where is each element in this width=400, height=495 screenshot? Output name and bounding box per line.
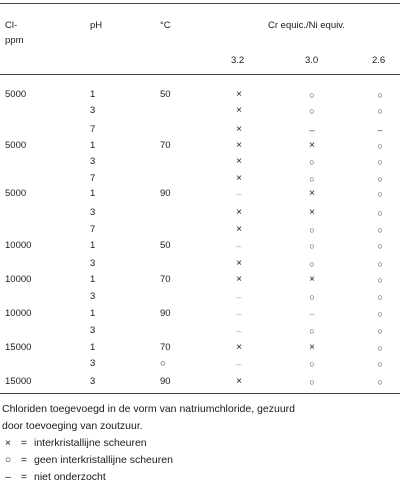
circle-icon: ○ [309, 90, 315, 100]
cross-icon: × [236, 224, 242, 235]
cell-chloride-ppm: 5000 [5, 140, 27, 151]
cell-temperature: 90 [160, 188, 171, 199]
circle-icon: ○ [309, 106, 315, 116]
circle-icon: ○ [309, 241, 315, 251]
circle-icon: ○ [377, 90, 383, 100]
cross-icon: × [309, 207, 315, 218]
cross-icon: × [236, 105, 242, 116]
cell-ph: 1 [90, 188, 96, 199]
footnote-line-2: door toevoeging van zoutzuur. [2, 420, 143, 432]
cell-ph: 7 [90, 173, 96, 184]
circle-icon: ○ [377, 174, 383, 184]
circle-icon: ○ [309, 377, 315, 387]
legend-row-no-cracks [2, 453, 173, 468]
cross-icon: × [236, 342, 242, 353]
cell-ph: 1 [90, 89, 96, 100]
header-cl: Cl- [5, 20, 18, 31]
cross-icon: × [236, 274, 242, 285]
circle-icon: ○ [377, 106, 383, 116]
legend-text: geen interkristallijne scheuren [34, 454, 173, 466]
header-cr-ni-ratio: Cr equic./Ni equiv. [268, 20, 345, 31]
dash-icon: – [236, 292, 242, 302]
circle-icon: ○ [377, 377, 383, 387]
dash-icon: – [309, 309, 315, 319]
legend-equals: = [20, 454, 28, 466]
cross-icon: × [236, 258, 242, 269]
header-ratio-3-0: 3.0 [305, 55, 319, 66]
cross-icon: × [236, 207, 242, 218]
dash-icon: – [5, 471, 11, 483]
cell-ph: 3 [90, 207, 96, 218]
cross-icon: × [236, 173, 242, 184]
cross-icon: × [309, 188, 315, 199]
circle-icon: ○ [377, 141, 383, 151]
circle-icon: ○ [309, 157, 315, 167]
circle-icon: ○ [4, 454, 12, 466]
cell-ph: 1 [90, 342, 96, 353]
header-ratio-2-6: 2.6 [372, 55, 386, 66]
header-ratio-3-2: 3.2 [231, 55, 245, 66]
circle-icon: ○ [377, 208, 383, 218]
dash-icon: – [236, 359, 242, 369]
table-top-rule [0, 3, 400, 4]
header-cl-unit: ppm [5, 35, 24, 46]
dash-icon: – [236, 241, 242, 251]
cross-icon: × [236, 376, 242, 387]
cell-chloride-ppm: 10000 [5, 240, 32, 251]
cell-temperature: 90 [160, 308, 171, 319]
cross-icon: × [4, 437, 12, 449]
circle-icon: ○ [309, 326, 315, 336]
cell-chloride-ppm: 5000 [5, 188, 27, 199]
circle-icon: ○ [309, 292, 315, 302]
legend-row-not-investigated [2, 470, 106, 485]
cross-icon: × [309, 342, 315, 353]
cell-temperature: 50 [160, 240, 171, 251]
cell-chloride-ppm: 5000 [5, 89, 27, 100]
dash-icon: – [309, 125, 315, 135]
circle-icon: ○ [309, 359, 315, 369]
dash-icon: – [236, 189, 242, 199]
circle-icon: ○ [377, 189, 383, 199]
legend-text: interkristallijne scheuren [34, 437, 147, 449]
circle-icon: ○ [377, 259, 383, 269]
circle-icon: ○ [377, 225, 383, 235]
cell-ph: 7 [90, 124, 96, 135]
cross-icon: × [236, 140, 242, 151]
dash-icon: – [236, 309, 242, 319]
circle-icon: ○ [309, 259, 315, 269]
cross-icon: × [309, 140, 315, 151]
cell-ph: 3 [90, 325, 96, 336]
cell-chloride-ppm: 15000 [5, 342, 32, 353]
legend-row-cracks [2, 436, 147, 451]
cell-temperature: 70 [160, 342, 171, 353]
cell-ph: 7 [90, 224, 96, 235]
cell-temperature: 70 [160, 140, 171, 151]
dash-icon: – [377, 125, 383, 135]
cell-ph: 3 [90, 258, 96, 269]
circle-icon: ○ [377, 326, 383, 336]
cell-ph: 1 [90, 240, 96, 251]
circle-icon: ○ [309, 174, 315, 184]
circle-icon: ○ [377, 309, 383, 319]
cell-ph: 3 [90, 358, 96, 369]
cross-icon: × [236, 124, 242, 135]
cell-ph: 3 [90, 156, 96, 167]
table-header-rule [0, 74, 400, 75]
cell-chloride-ppm: 10000 [5, 308, 32, 319]
legend-equals: = [20, 437, 28, 449]
circle-icon: ○ [377, 275, 383, 285]
circle-icon: ○ [377, 359, 383, 369]
header-ph: pH [90, 20, 103, 31]
cell-temperature: 90 [160, 376, 171, 387]
legend-equals: = [20, 471, 28, 483]
circle-icon: ○ [377, 157, 383, 167]
header-temperature: °C [160, 20, 171, 31]
cell-temperature: ○ [160, 358, 166, 369]
cell-ph: 3 [90, 291, 96, 302]
cell-chloride-ppm: 15000 [5, 376, 32, 387]
cross-icon: × [309, 274, 315, 285]
cell-chloride-ppm: 10000 [5, 274, 32, 285]
circle-icon: ○ [377, 343, 383, 353]
cell-temperature: 70 [160, 274, 171, 285]
cell-ph: 3 [90, 105, 96, 116]
table-bottom-rule [0, 393, 400, 394]
cell-ph: 1 [90, 308, 96, 319]
legend-text: niet onderzocht [34, 471, 106, 483]
circle-icon: ○ [377, 241, 383, 251]
cross-icon: × [236, 89, 242, 100]
cell-temperature: 50 [160, 89, 171, 100]
cell-ph: 1 [90, 274, 96, 285]
cross-icon: × [236, 156, 242, 167]
circle-icon: ○ [377, 292, 383, 302]
footnote-line-1: Chloriden toegevoegd in de vorm van natriumchloride, gezuurd [2, 403, 296, 415]
cell-ph: 1 [90, 140, 96, 151]
cell-ph: 3 [90, 376, 96, 387]
circle-icon: ○ [309, 225, 315, 235]
dash-icon: – [236, 326, 242, 336]
